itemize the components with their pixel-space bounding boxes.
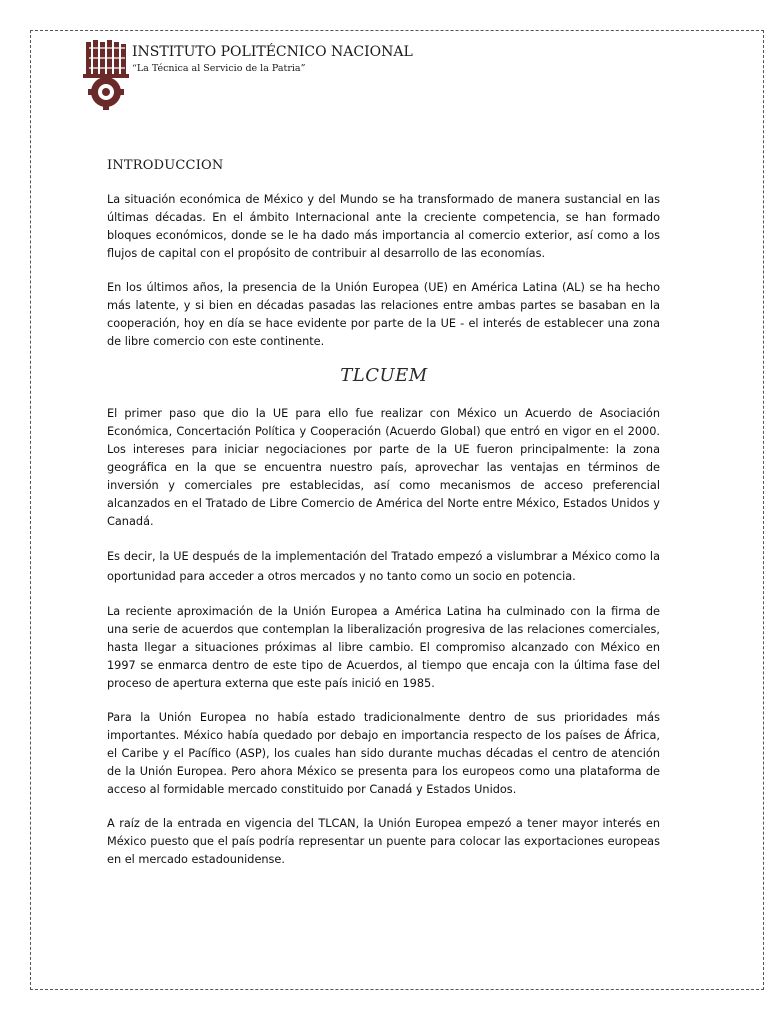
paragraph: En los últimos años, la presencia de la Unión Europea (UE) en América Latina (AL) se ha hecho más latente, y si bien en décadas pasadas las relaciones entre ambas partes se basaban en la cooperación, hoy en día se hace evidente por parte de la UE - el interés de establecer una zona de libre comercio con este continente. (107, 281, 660, 348)
institution-name: INSTITUTO POLITÉCNICO NACIONAL (132, 44, 413, 60)
paragraph: A raíz de la entrada en vigencia del TLCAN, la Unión Europea empezó a tener mayor interés en México puesto que el país podría representar un puente para colocar las exportaciones europeas en el mercado estadounidense. (107, 817, 660, 866)
paragraph: Para la Unión Europea no había estado tradicionalmente dentro de sus prioridades más importantes. México había quedado por debajo en importancia respecto de los países de África, el Caribe y el Pacífico (ASP), los cuales han sido durante muchas décadas el centro de atención de la Unión Europea. Pero ahora México se presenta para los europeos como una plataforma de acceso al formidable mercado constituido por Canadá y Estados Unidos. (107, 711, 660, 796)
paragraph: Es decir, la UE después de la implementación del Tratado empezó a vislumbrar a México como la oportunidad para acceder a otros mercados y no tanto como un socio en potencia. (107, 550, 660, 583)
paragraph: El primer paso que dio la UE para ello fue realizar con México un Acuerdo de Asociación Económica, Concertación Política y Cooperación (Acuerdo Global) que entró en vigor en el 2000. Los intereses para iniciar negociaciones por parte de la UE fueron principalmente: la zona geográfica en la que se encuentra nuestro país, aprovechar las ventajas en términos de inversión y comerciales pre establecidas, así como mecanismos de acceso preferencial alcanzados en el Tratado de Libre Comercio de América del Norte entre México, Estados Unidos y Canadá. (107, 407, 660, 528)
paragraph: La situación económica de México y del Mundo se ha transformado de manera sustancial en las últimas décadas. En el ámbito Internacional ante la creciente competencia, se han formado bloques económicos, donde se le ha dado más importancia al comercio exterior, así como a los flujos de capital con el propósito de contribuir al desarrollo de las economías. (107, 193, 660, 260)
section-heading: INTRODUCCION (107, 158, 224, 173)
main-text-block (107, 405, 660, 885)
ipn-logo-icon (80, 38, 132, 112)
paragraph: La reciente aproximación de la Unión Europea a América Latina ha culminado con la firma de una serie de acuerdos que contemplan la liberalización progresiva de las relaciones comerciales, hasta llegar a situaciones próximas al libre cambio. El compromiso alcanzado con México en 1997 se enmarca dentro de este tipo de Acuerdos, al tiempo que encaja con la última fase del proceso de apertura externa que este país inició en 1985. (107, 605, 660, 690)
institution-motto: “La Técnica al Servicio de la Patria” (132, 63, 306, 74)
document-title: TLCUEM (340, 365, 428, 386)
intro-text-block (107, 191, 660, 367)
